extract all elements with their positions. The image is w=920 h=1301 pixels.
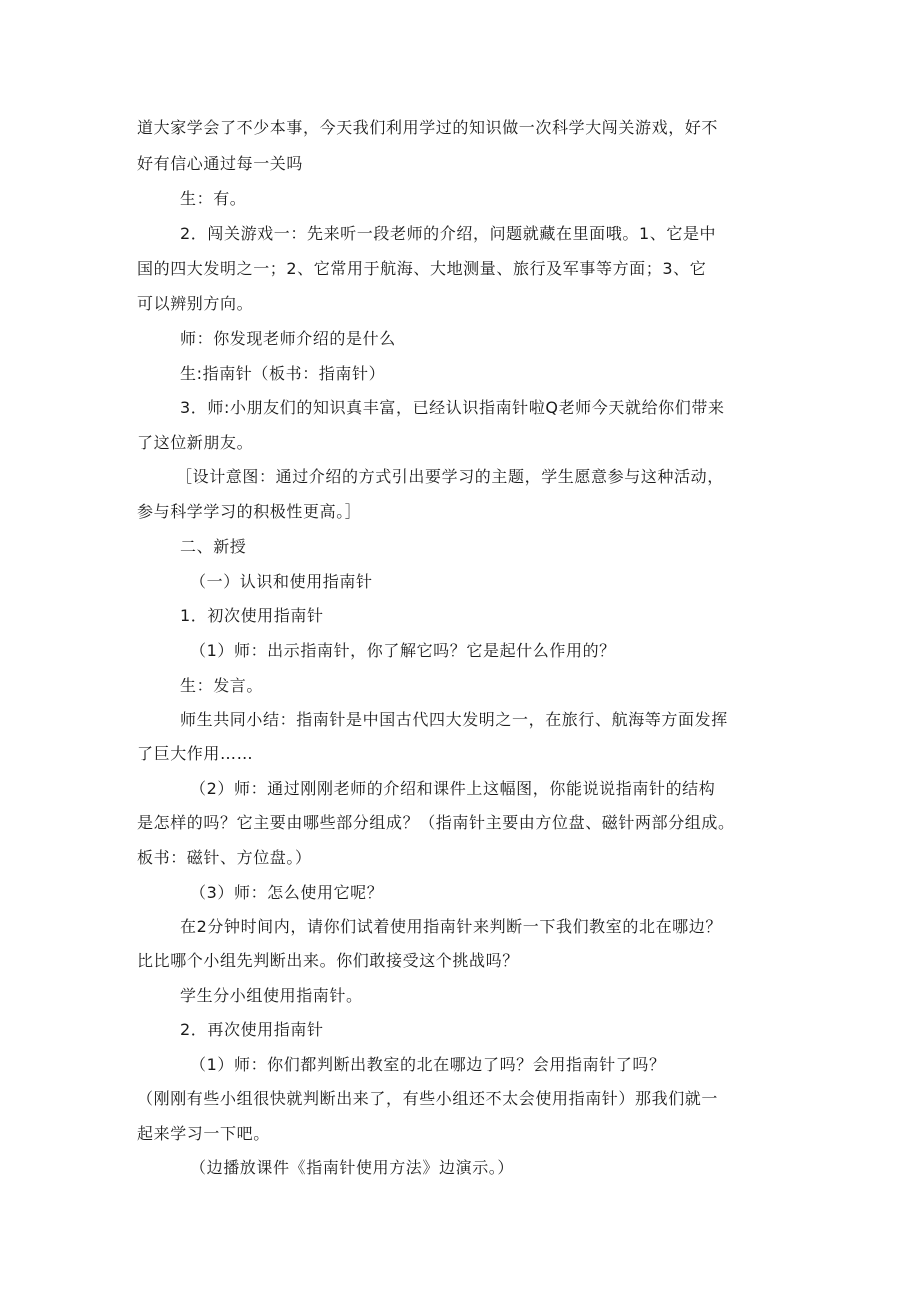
text-line: ［设计意图：通过介绍的方式引出要学习的主题，学生愿意参与这种活动， <box>176 467 724 486</box>
text-line: （1）师：你们都判断出教室的北在哪边了吗？会用指南针了吗？ <box>190 1055 666 1074</box>
text-line: 生：发言。 <box>180 676 264 695</box>
text-line: 师：你发现老师介绍的是什么 <box>180 329 396 348</box>
text-line: 板书：磁针、方位盘。） <box>137 848 312 867</box>
text-line: 国的四大发明之一；2、它常用于航海、大地测量、旅行及军事等方面；3、它 <box>137 259 707 278</box>
section-heading: 二、新授 <box>180 537 247 556</box>
text-line: 参与科学学习的积极性更高。］ <box>137 502 362 521</box>
subsection-heading: 1．初次使用指南针 <box>180 606 324 625</box>
text-line: 在2分钟时间内，请你们试着使用指南针来判断一下我们教室的北在哪边？ <box>180 917 722 936</box>
text-line: 师生共同小结：指南针是中国古代四大发明之一，在旅行、航海等方面发挥 <box>180 710 728 729</box>
text-line: 2．闯关游戏一：先来听一段老师的介绍，问题就藏在里面哦。1、它是中 <box>180 224 717 243</box>
text-line: 道大家学会了不少本事，今天我们利用学过的知识做一次科学大闯关游戏，好不 <box>137 118 719 137</box>
text-line: 了巨大作用…… <box>137 744 254 763</box>
text-line: （1）师：出示指南针，你了解它吗？它是起什么作用的？ <box>190 641 616 660</box>
text-line: 可以辨别方向。 <box>137 294 254 313</box>
text-line: 比比哪个小组先判断出来。你们敢接受这个挑战吗？ <box>137 951 519 970</box>
text-line: 是怎样的吗？它主要由哪些部分组成？（指南针主要由方位盘、磁针两部分组成。 <box>137 813 735 832</box>
text-line: 学生分小组使用指南针。 <box>180 986 363 1005</box>
text-line: （2）师：通过刚刚老师的介绍和课件上这幅图，你能说说指南针的结构 <box>190 779 716 798</box>
text-line: 3．师:小朋友们的知识真丰富，已经认识指南针啦Q老师今天就给你们带来 <box>180 398 725 417</box>
text-line: 了这位新朋友。 <box>137 433 254 452</box>
text-line: （刚刚有些小组很快就判断出来了，有些小组还不太会使用指南针）那我们就一 <box>137 1089 719 1108</box>
text-line: 生：有。 <box>180 189 247 208</box>
subsection-heading: 2．再次使用指南针 <box>180 1020 324 1039</box>
text-line: （边播放课件《指南针使用方法》边演示。） <box>190 1158 515 1177</box>
text-line: （3）师：怎么使用它呢？ <box>190 883 384 902</box>
text-line: 生:指南针（板书：指南针） <box>180 364 386 383</box>
text-line: 起来学习一下吧。 <box>137 1124 270 1143</box>
text-line: 好有信心通过每一关吗 <box>137 154 304 173</box>
subsection-heading: （一）认识和使用指南针 <box>190 572 373 591</box>
